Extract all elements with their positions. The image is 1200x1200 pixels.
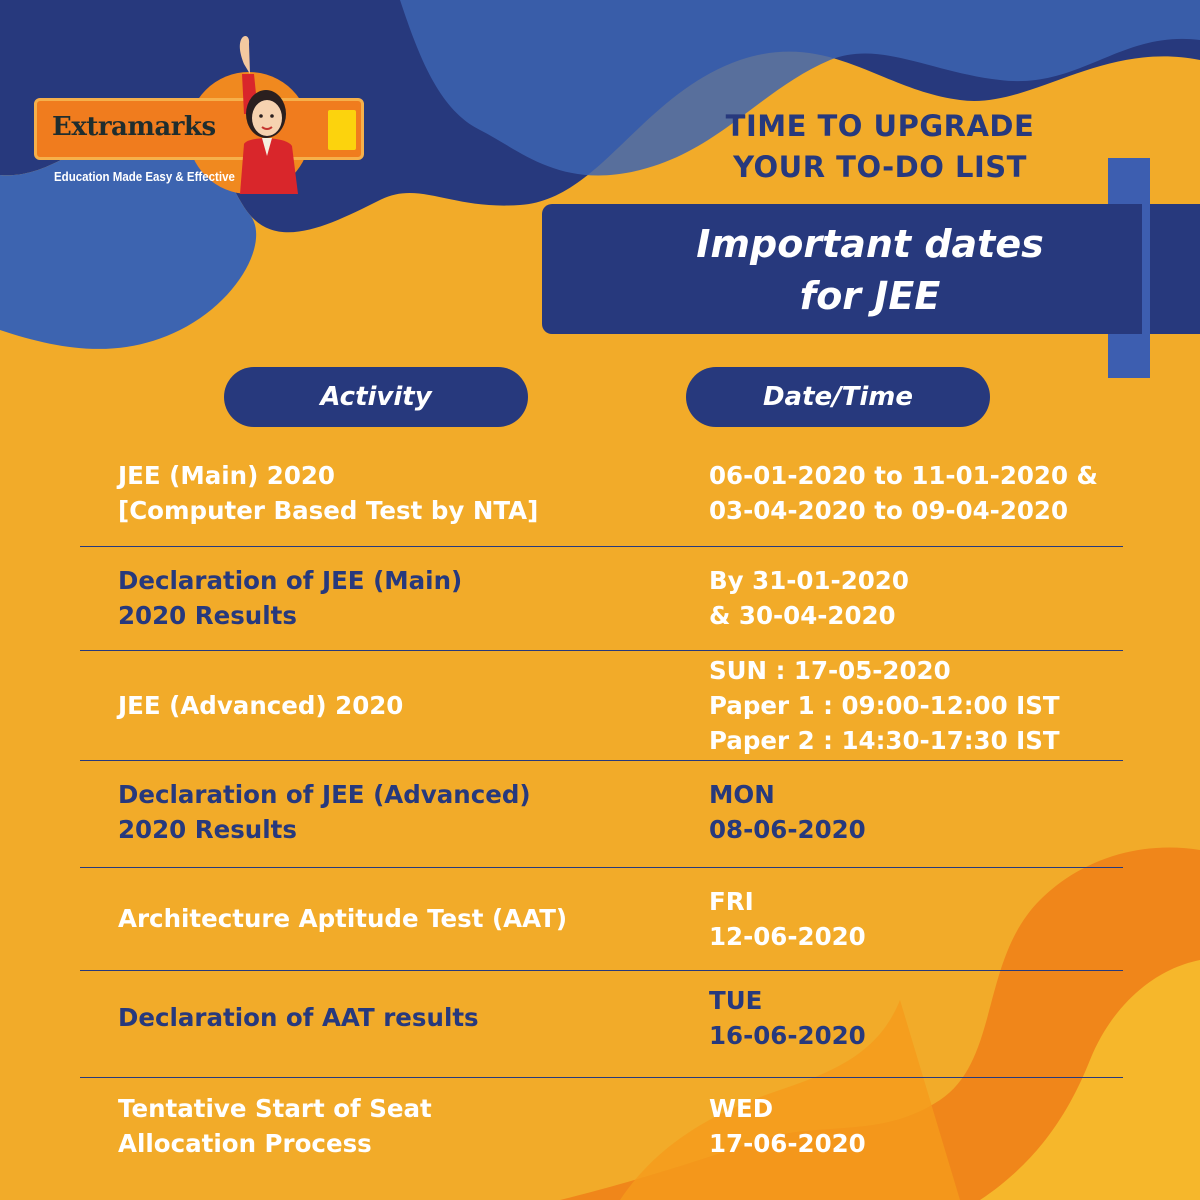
activity-text: Declaration of AAT results (118, 1003, 479, 1032)
date-cell (709, 884, 1139, 954)
activity-cell (118, 777, 678, 847)
headline (700, 106, 1060, 188)
table-row (80, 761, 1123, 868)
activity-cell (118, 688, 678, 723)
date-cell (709, 1091, 1139, 1161)
date-text: SUN : 17-05-2020 (709, 656, 951, 685)
activity-text: 2020 Results (118, 601, 297, 630)
page-title (600, 218, 1140, 322)
activity-column-header: Activity (224, 367, 528, 427)
date-cell (709, 983, 1139, 1053)
date-text: & 30-04-2020 (709, 601, 896, 630)
activity-text: Declaration of JEE (Advanced) (118, 780, 531, 809)
date-text: 03-04-2020 to 09-04-2020 (709, 496, 1069, 525)
activity-text: [Computer Based Test by NTA] (118, 496, 539, 525)
date-text: 17-06-2020 (709, 1129, 866, 1158)
table-row (80, 868, 1123, 971)
headline-line-2: YOUR TO-DO LIST (733, 150, 1027, 184)
date-text: MON (709, 780, 775, 809)
table-row (80, 971, 1123, 1078)
date-cell (709, 563, 1139, 633)
title-banner-end (1150, 204, 1200, 334)
table-row (80, 651, 1123, 761)
date-text: 08-06-2020 (709, 815, 866, 844)
date-text: Paper 1 : 09:00-12:00 IST (709, 691, 1060, 720)
activity-text: Tentative Start of Seat (118, 1094, 432, 1123)
date-text: 16-06-2020 (709, 1021, 866, 1050)
date-cell (709, 653, 1139, 758)
activity-text: JEE (Main) 2020 (118, 461, 335, 490)
date-cell (709, 458, 1139, 528)
activity-cell (118, 458, 678, 528)
logo-brand: Extramarks (52, 112, 216, 142)
activity-text: 2020 Results (118, 815, 297, 844)
activity-cell (118, 1000, 678, 1035)
table-row (80, 547, 1123, 651)
dates-table (80, 440, 1123, 1183)
activity-cell (118, 1091, 678, 1161)
activity-text: Allocation Process (118, 1129, 372, 1158)
date-cell (709, 777, 1139, 847)
date-text: 06-01-2020 to 11-01-2020 & (709, 461, 1098, 490)
date-text: FRI (709, 887, 754, 916)
activity-cell (118, 901, 678, 936)
title-stripe-bottom (1108, 334, 1150, 378)
date-text: 12-06-2020 (709, 922, 866, 951)
logo-accent (328, 110, 356, 150)
activity-text: JEE (Advanced) 2020 (118, 691, 404, 720)
activity-text: Architecture Aptitude Test (AAT) (118, 904, 568, 933)
table-row (80, 1078, 1123, 1183)
date-text: By 31-01-2020 (709, 566, 909, 595)
headline-line-1: TIME TO UPGRADE (725, 109, 1035, 143)
date-text: TUE (709, 986, 763, 1015)
date-column-header: Date/Time (686, 367, 990, 427)
table-row (80, 440, 1123, 547)
date-text: WED (709, 1094, 774, 1123)
activity-cell (118, 563, 678, 633)
page-title-line-1: Important dates (696, 222, 1044, 266)
title-stripe-top (1108, 158, 1150, 204)
logo-tagline: Education Made Easy & Effective (54, 170, 235, 184)
page-title-line-2: for JEE (799, 274, 941, 318)
mascot-girl-icon (214, 34, 304, 194)
date-text: Paper 2 : 14:30-17:30 IST (709, 726, 1060, 755)
activity-text: Declaration of JEE (Main) (118, 566, 463, 595)
